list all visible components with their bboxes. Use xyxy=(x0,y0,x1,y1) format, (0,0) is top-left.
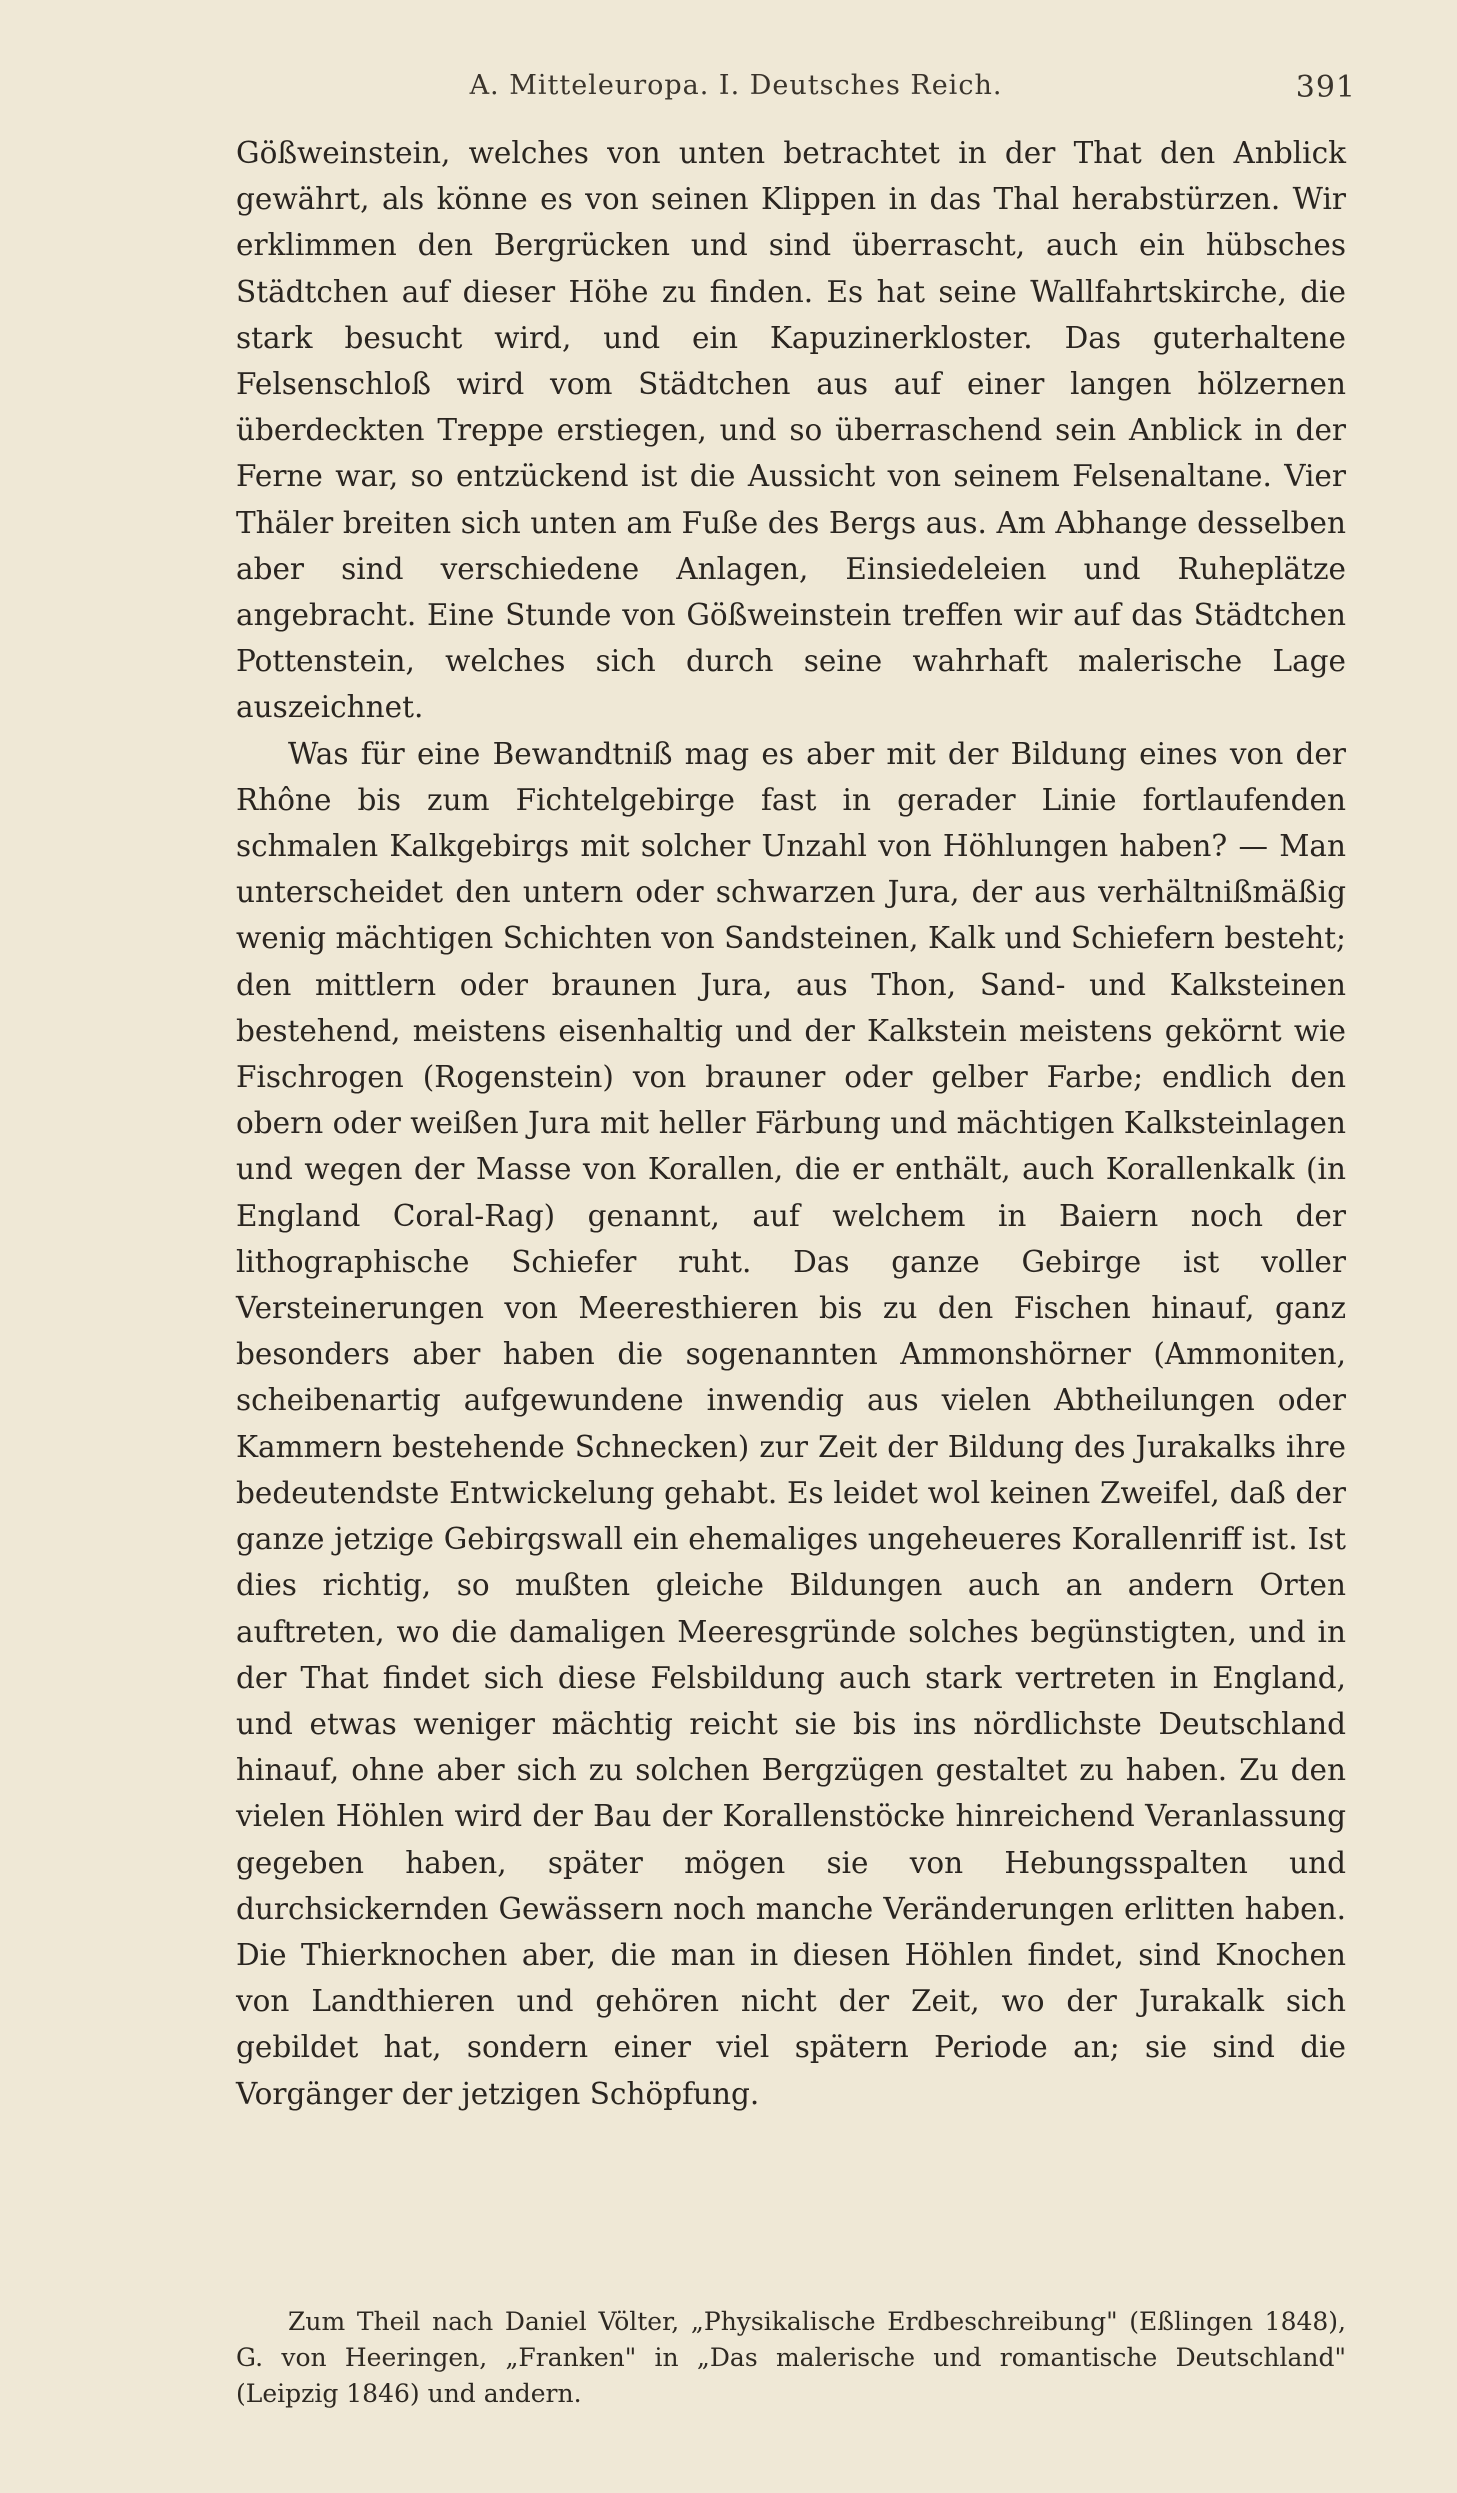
page-number: 391 xyxy=(1295,70,1356,105)
main-text xyxy=(236,130,1346,2117)
running-title: A. Mitteleuropa. I. Deutsches Reich. xyxy=(469,70,1003,101)
paragraph: Was für eine Bewandtniß mag es aber mit der Bildung eines von der Rhône bis zum Fichtelgebirge fast in gerader Linie fortlaufenden schmalen Kalkgebirgs mit solcher Unzahl von Höhlungen haben? — Man unterscheidet den untern oder schwarzen Jura, der aus verhältnißmäßig wenig mächtigen Schichten von Sandsteinen, Kalk und Schiefern besteht; den mittlern oder braunen Jura, aus Thon, Sand- und Kalksteinen bestehend, meistens eisenhaltig und der Kalkstein meistens gekörnt wie Fischrogen (Rogenstein) von brauner oder gelber Farbe; endlich den obern oder weißen Jura mit heller Färbung und mächtigen Kalksteinlagen und wegen der Masse von Korallen, die er enthält, auch Korallenkalk (in England Coral-Rag) genannt, auf welchem in Baiern noch der lithographische Schiefer ruht. Das ganze Gebirge ist voller Versteinerungen von Meeresthieren bis zu den Fischen hinauf, ganz besonders aber haben die sogenannten Ammonshörner (Ammoniten, scheibenartig aufgewundene inwendig aus vielen Abtheilungen oder Kammern bestehende Schnecken) zur Zeit der Bildung des Jurakalks ihre bedeutendste Entwickelung gehabt. Es leidet wol keinen Zweifel, daß der ganze jetzige Gebirgswall ein ehemaliges ungeheueres Korallenriff ist. Ist dies richtig, so mußten gleiche Bildungen auch an andern Orten auftreten, wo die damaligen Meeresgründe solches begünstigten, und in der That findet sich diese Felsbildung auch stark vertreten in England, und etwas weniger mächtig reicht sie bis ins nördlichste Deutschland hinauf, ohne aber sich zu solchen Bergzügen gestaltet zu haben. Zu den vielen Höhlen wird der Bau der Korallenstöcke hinreichend Veranlassung gegeben haben, später mögen sie von Hebungsspalten und durchsickernden Gewässern noch manche Veränderungen erlitten haben. Die Thierknochen aber, die man in diesen Höhlen findet, sind Knochen von Landthieren und gehören nicht der Zeit, wo der Jurakalk sich gebildet hat, sondern einer viel spätern Periode an; sie sind die Vorgänger der jetzigen Schöpfung. xyxy=(236,736,1346,2111)
page-header xyxy=(236,64,1356,118)
source-note xyxy=(236,2304,1346,2412)
paragraph: Gößweinstein, welches von unten betrachtet in der That den Anblick gewährt, als könne es von seinen Klippen in das Thal herabstürzen. Wir erklimmen den Bergrücken und sind überrascht, auch ein hübsches Städtchen auf dieser Höhe zu finden. Es hat seine Wallfahrtskirche, die stark besucht wird, und ein Kapuzinerkloster. Das guterhaltene Felsenschloß wird vom Städtchen aus auf einer langen hölzernen überdeckten Treppe erstiegen, und so überraschend sein Anblick in der Ferne war, so entzückend ist die Aussicht von seinem Felsenaltane. Vier Thäler breiten sich unten am Fuße des Bergs aus. Am Abhange desselben aber sind verschiedene Anlagen, Einsiedeleien und Ruheplätze angebracht. Eine Stunde von Gößweinstein treffen wir auf das Städtchen Pottenstein, welches sich durch seine wahrhaft malerische Lage auszeichnet. xyxy=(236,136,1346,725)
source-note-text: Zum Theil nach Daniel Völter, „Physikalische Erdbeschreibung" (Eßlingen 1848), G. von Heeringen, „Franken" in „Das malerische und romantische Deutschland" (Leipzig 1846) und andern. xyxy=(236,2307,1346,2408)
